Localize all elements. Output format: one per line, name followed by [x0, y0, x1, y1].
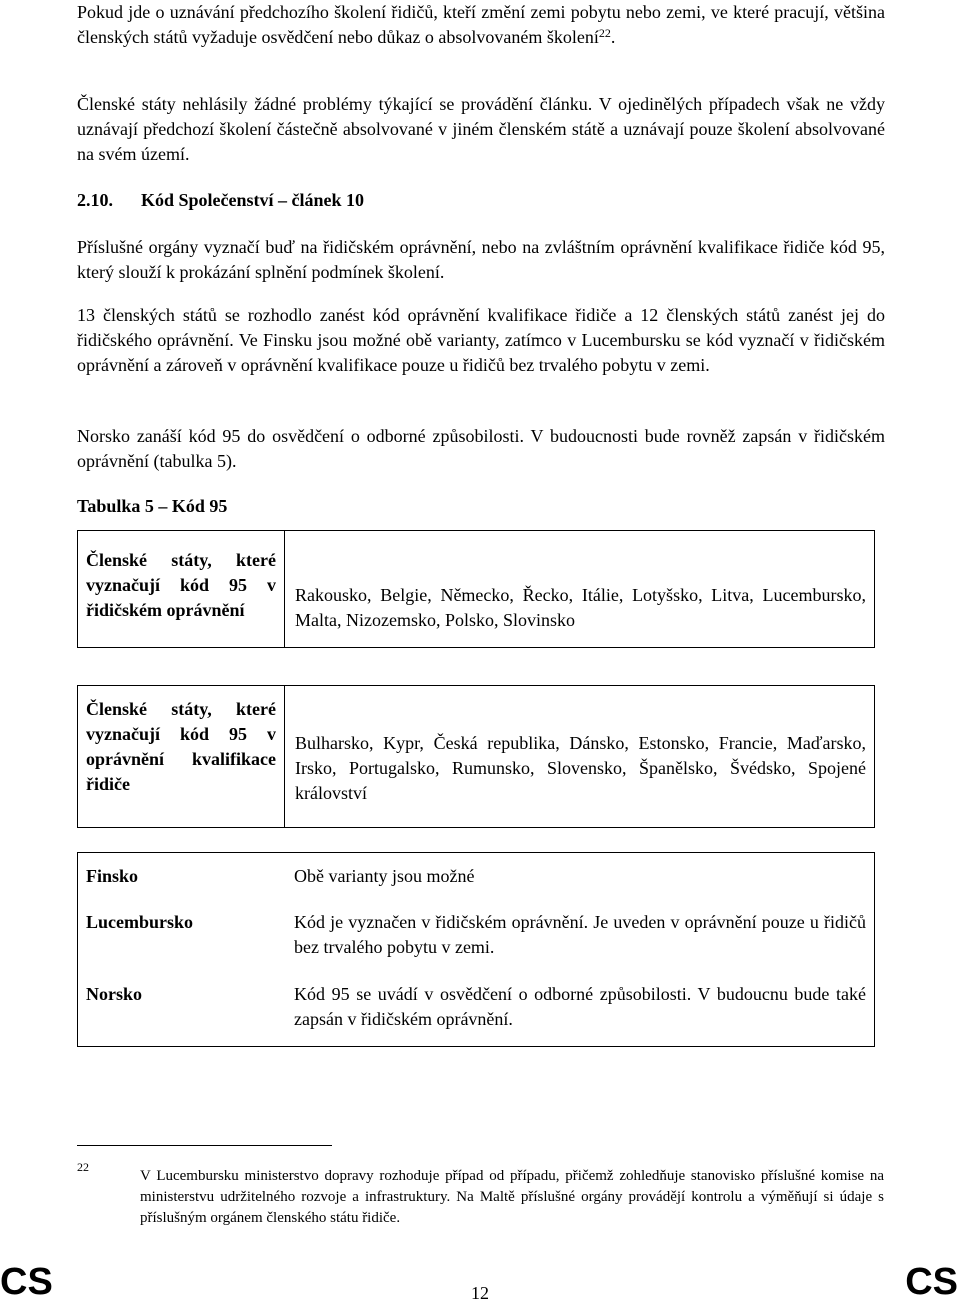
- code95-table-box-qualification: [77, 685, 875, 828]
- row-country: Norsko: [86, 984, 143, 1004]
- row-country: Lucembursko: [86, 912, 194, 932]
- country-list: Bulharsko, Kypr, Česká republika, Dánsko, Estonsko, Francie, Maďarsko, Irsko, Portugalsko, Rumunsko, Slovensko, Španělsko, Švédsko, Spojené království: [295, 733, 866, 803]
- footnote-reference[interactable]: 22: [598, 26, 611, 40]
- table-value-cell: [285, 686, 875, 828]
- table-note-cell: [284, 853, 875, 900]
- table-header-label: Členské státy, které vyznačují kód 95 v oprávnění kvalifikace řidiče: [86, 699, 276, 794]
- language-code-left: CS: [0, 1261, 53, 1303]
- table-row: [78, 899, 875, 970]
- row-country: Finsko: [86, 866, 139, 886]
- table-note-cell: [284, 970, 875, 1047]
- table-header-cell: [78, 686, 285, 828]
- paragraph-no-problems: Členské státy nehlásily žádné problémy týkající se provádění článku. V ojedinělých případech však ne vždy uznávají předchozí školení částečně absolvované v jiném členském státě a uznávají pouze školení absolvované na svém území.: [77, 94, 885, 164]
- paragraph-prior-training: [77, 0, 885, 50]
- paragraph-competent-authorities: Příslušné orgány vyznačí buď na řidičském oprávnění, nebo na zvláštním oprávnění kvalifikace řidiče kód 95, který slouží k prokázání splnění podmínek školení.: [77, 237, 885, 282]
- footnote-separator: [77, 1145, 332, 1146]
- table-note-cell: [284, 899, 875, 970]
- table-country-cell: [78, 853, 285, 900]
- paragraph-norway: Norsko zanáší kód 95 do osvědčení o odborné způsobilosti. V budoucnosti bude rovněž zapsán v řidičském oprávnění (tabulka 5).: [77, 426, 885, 471]
- table-value-cell: [285, 531, 875, 648]
- paragraph-end: .: [610, 27, 616, 47]
- row-note: Kód 95 se uvádí v osvědčení o odborné způsobilosti. V budoucnu bude také zapsán v řidičském oprávnění.: [294, 984, 866, 1029]
- table-header-label: Členské státy, které vyznačují kód 95 v řidičském oprávnění: [86, 550, 276, 620]
- table-header-cell: [78, 531, 285, 648]
- footnote-number: 22: [77, 1160, 89, 1174]
- paragraph-text: Pokud jde o uznávání předchozího školení řidičů, kteří změní zemi pobytu nebo zemi, ve které pracují, většina členských států vyžaduje osvědčení nebo důkaz o absolvovaném školení: [77, 2, 885, 47]
- section-number: 2.10.: [77, 190, 113, 210]
- table-row: [78, 853, 875, 900]
- code95-table-box-other: [77, 852, 875, 1047]
- table-title: Tabulka 5 – Kód 95: [77, 496, 228, 516]
- country-list: Rakousko, Belgie, Německo, Řecko, Itálie, Lotyšsko, Litva, Lucembursko, Malta, Nizozemsko, Polsko, Slovinsko: [295, 585, 866, 630]
- footnote-text: V Lucembursku ministerstvo dopravy rozhoduje případ od případu, přičemž zohledňuje stanovisko příslušné komise na ministerstvu udržitelného rozvoje a infrastruktury. Na Maltě příslušné orgány provádějí kontrolu a výměňují si údaje s příslušným orgánem členského státu řidiče.: [140, 1168, 884, 1226]
- code95-table-box-driving-licence: [77, 530, 875, 648]
- table-country-cell: [78, 899, 285, 970]
- page-number: 12: [471, 1283, 489, 1303]
- row-note: Kód je vyznačen v řidičském oprávnění. Je uveden v oprávnění pouze u řidičů bez trvalého pobytu v zemi.: [294, 912, 866, 957]
- section-heading: [77, 188, 885, 213]
- language-code-right: CS: [905, 1261, 958, 1303]
- table-row: [78, 970, 875, 1047]
- row-note: Obě varianty jsou možné: [294, 866, 475, 886]
- section-title: Kód Společenství – článek 10: [141, 190, 365, 210]
- paragraph-member-states: 13 členských států se rozhodlo zanést kód oprávnění kvalifikace řidiče a 12 členských států zanést jej do řidičského oprávnění. Ve Finsku jsou možné obě varianty, zatímco v Lucembursku se kód vyznačí v řidičském oprávnění a zároveň v oprávnění kvalifikace pouze u řidičů bez trvalého pobytu v zemi.: [77, 305, 885, 375]
- table-country-cell: [78, 970, 285, 1047]
